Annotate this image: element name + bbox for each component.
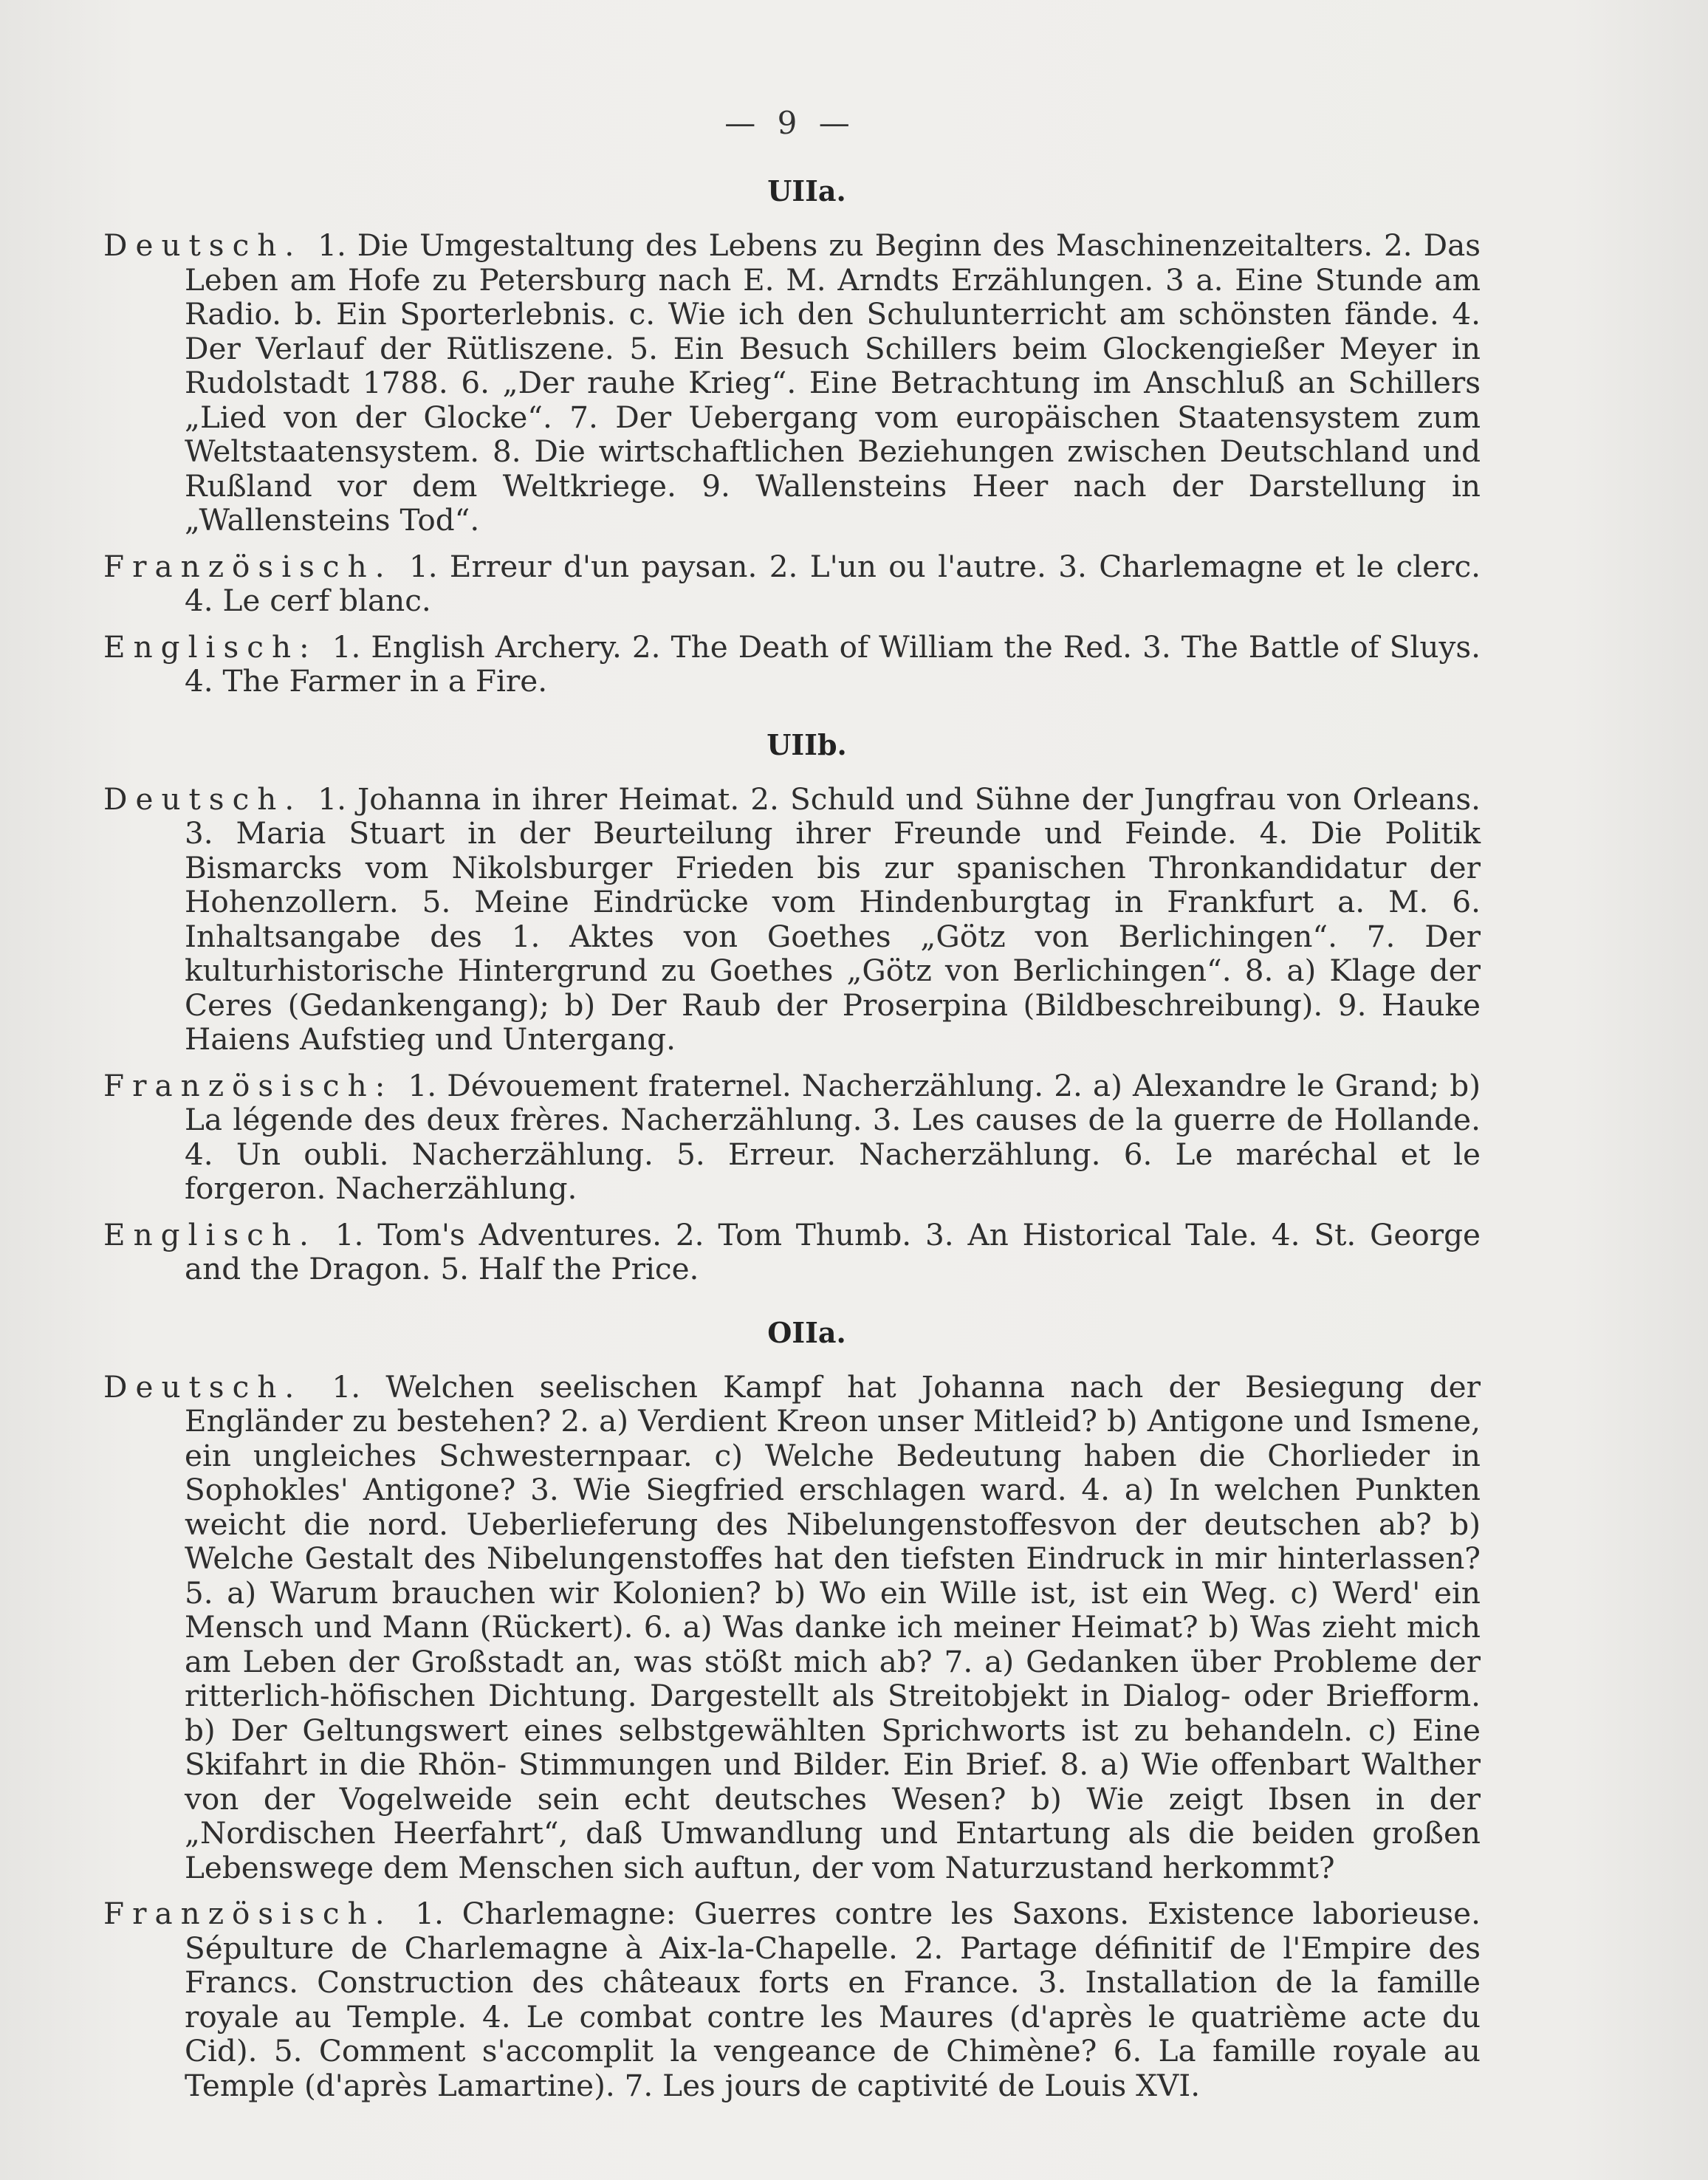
entry-text: 1. Tom's Adventures. 2. Tom Thumb. 3. An Historical Tale. 4. St. George and the Dragon. 5. Half the Price. — [185, 1216, 1481, 1286]
section-title: UIIb. — [766, 727, 847, 761]
entry-text: 1. Charlemagne: Guerres contre les Saxons. Existence laborieuse. Sépulture de Charlemagne à Aix-la-Chapelle. 2. Partage définitif de l'Empire des Francs. Construction des châteaux forts en France. 3. Installation de la famille royale au Temple. 4. Le combat contre les Maures (d'après le quatrième acte du Cid). 5. Comment s'accomplit la vengeance de Chimène? 6. La famille royale au Temple (d'après Lamartine). 7. Les jours de captivité de Louis XVI. — [185, 1896, 1481, 2103]
subject-label: Französisch. — [103, 1896, 393, 1931]
subject-label: Deutsch. — [103, 227, 303, 263]
entry-text: 1. Johanna in ihrer Heimat. 2. Schuld und Sühne der Jungfrau von Orleans. 3. Maria Stuart in der Beurteilung ihrer Freunde und Feinde. 4. Die Politik Bismarcks vom Nikolsburger Frieden bis zur spanischen Thronkandidatur der Hohenzollern. 5. Meine Eindrücke vom Hindenburgtag in Frankfurt a. M. 6. Inhaltsangabe des 1. Aktes von Goethes „Götz von Berlichingen“. 7. Der kulturhistorische Hintergrund zu Goethes „Götz von Berlichingen“. 8. a) Klage der Ceres (Gedankengang); b) Der Raub der Proserpina (Bildbeschreibung). 9. Hauke Haiens Aufstieg und Untergang. — [185, 781, 1481, 1057]
entry-text: 1. English Archery. 2. The Death of William the Red. 3. The Battle of Sluys. 4. The Farmer in a Fire. — [185, 628, 1481, 699]
entry-franzoesisch — [103, 549, 1481, 618]
page-content — [103, 174, 1481, 2114]
entry-text: 1. Erreur d'un paysan. 2. L'un ou l'autre. 3. Charlemagne et le clerc. 4. Le cerf blanc. — [185, 548, 1481, 618]
entry-franzoesisch — [103, 1896, 1481, 2102]
subject-label: Englisch: — [103, 628, 318, 665]
entry-deutsch — [103, 228, 1481, 538]
entry-text: 1. Welchen seelischen Kampf hat Johanna nach der Besiegung der Engländer zu bestehen? 2. a) Verdient Kreon unser Mitleid? b) Antigone und Ismene, ein ungleiches Schwesternpaar. c) Welche Bedeutung haben die Chorlieder in Sophokles' Antigone? 3. Wie Siegfried erschlagen ward. 4. a) In welchen Punkten weicht die nord. Ueberlieferung des Nibelungenstoffesvon der deutschen ab? b) Welche Gestalt des Nibelungenstoffes hat den tiefsten Eindruck in mir hinterlassen? 5. a) Warum brauchen wir Kolonien? b) Wo ein Wille ist, ist ein Weg. c) Werd' ein Mensch und Mann (Rückert). 6. a) Was danke ich meiner Heimat? b) Was zieht mich am Leben der Großstadt an, was stößt mich ab? 7. a) Gedanken über Probleme der ritterlich-höfischen Dichtung. Dargestellt als Streitobjekt in Dialog- oder Briefform. b) Der Geltungswert eines selbstgewählten Sprichworts ist zu behandeln. c) Eine Skifahrt in die Rhön- Stimmungen und Bilder. Ein Brief. 8. a) Wie offenbart Walther von der Vogelweide sein echt deutsches Wesen? b) Wie zeigt Ibsen in der „Nordischen Heerfahrt“, daß Umwandlung und Entartung als die beiden großen Lebenswege dem Menschen sich auftun, der vom Naturzustand herkommt? — [185, 1368, 1481, 1885]
entry-englisch — [103, 630, 1481, 699]
subject-label: Englisch. — [103, 1216, 317, 1252]
subject-label: Deutsch. — [103, 781, 303, 817]
entry-deutsch — [103, 1370, 1481, 1885]
section-title: OIIa. — [767, 1315, 846, 1349]
entry-text: 1. Dévouement fraternel. Nacherzählung. 2. a) Alexandre le Grand; b) La légende des deux frères. Nacherzählung. 3. Les causes de la guerre de Hollande. 4. Un oubli. Nacherzählung. 5. Erreur. Nacherzählung. 6. Le maréchal et le forgeron. Nacherzählung. — [185, 1067, 1481, 1206]
entry-text: 1. Die Umgestaltung des Lebens zu Beginn des Maschinenzeitalters. 2. Das Leben am Hofe zu Petersburg nach E. M. Arndts Erzählungen. 3 a. Eine Stunde am Radio. b. Ein Sporterlebnis. c. Wie ich den Schulunterricht am schönsten fände. 4. Der Verlauf der Rütliszene. 5. Ein Besuch Schillers beim Glockengießer Meyer in Rudolstadt 1788. 6. „Der rauhe Krieg“. Eine Betrachtung im Anschluß an Schillers „Lied von der Glocke“. 7. Der Uebergang vom europäischen Staatensystem zum Weltstaatensystem. 8. Die wirtschaftlichen Beziehungen zwischen Deutschland und Rußland vor dem Weltkriege. 9. Wallensteins Heer nach der Darstellung in „Wallensteins Tod“. — [185, 227, 1481, 538]
section-uiib — [103, 728, 1481, 1286]
entry-englisch — [103, 1218, 1481, 1286]
subject-label: Französisch: — [103, 1067, 394, 1103]
section-oiia — [103, 1316, 1481, 2103]
section-title: UIIa. — [767, 174, 846, 208]
entry-deutsch — [103, 782, 1481, 1057]
section-uiia — [103, 174, 1481, 699]
subject-label: Französisch. — [103, 548, 393, 584]
page-number: — 9 — — [724, 105, 856, 141]
subject-label: Deutsch. — [103, 1368, 303, 1405]
entry-franzoesisch — [103, 1069, 1481, 1206]
